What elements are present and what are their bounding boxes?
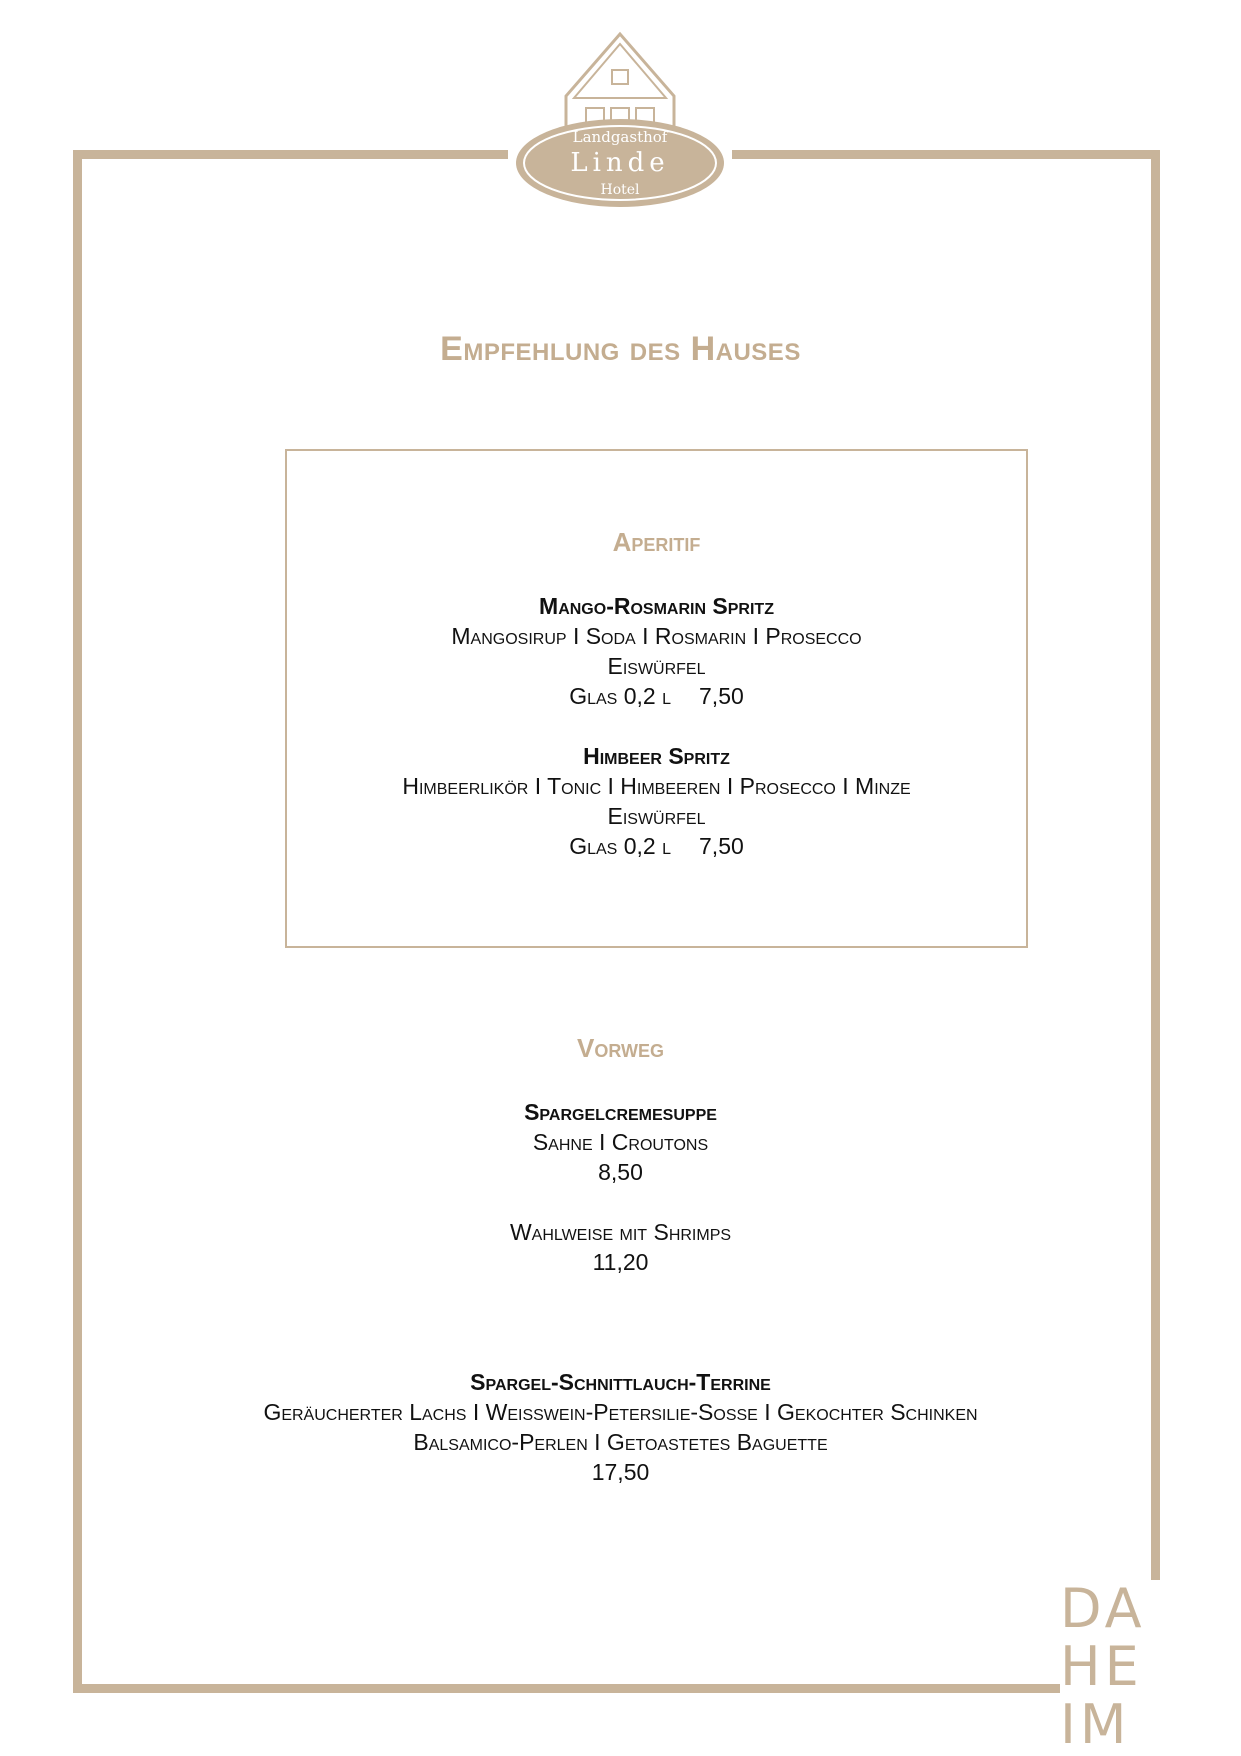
menu-item-mango-rosmarin-spritz <box>287 591 1026 711</box>
item-name: Mango-Rosmarin Spritz <box>539 593 774 619</box>
item-option: Wahlweise mit Shrimps <box>509 1219 732 1245</box>
item-price: 7,50 <box>699 833 744 859</box>
logo-text-linde: Linde <box>570 148 670 178</box>
item-ingredients-line1: Geräucherter Lachs I Weißwein-Petersilie-Soße I Gekochter Schinken <box>263 1399 978 1425</box>
page-title: Empfehlung des Hauses <box>440 330 801 368</box>
vorweg-section <box>0 1033 1241 1064</box>
aperitif-heading: Aperitif <box>612 527 701 557</box>
logo-text-hotel: Hotel <box>600 182 640 198</box>
menu-item-spargelcremesuppe <box>0 1097 1241 1277</box>
item-size-price <box>287 681 1026 711</box>
daheim-line1: DA <box>1060 1577 1146 1640</box>
item-size: Glas 0,2 l <box>569 683 672 709</box>
item-name: Himbeer Spritz <box>583 743 730 769</box>
item-name: Spargelcremesuppe <box>524 1099 717 1125</box>
item-ingredients-line2: Balsamico-Perlen I Getoastetes Baguette <box>413 1429 828 1455</box>
item-extra: Eiswürfel <box>607 803 706 829</box>
daheim-line3: IM <box>1060 1693 1131 1756</box>
item-price: 7,50 <box>699 683 744 709</box>
item-ingredients: Himbeerlikör I Tonic I Himbeeren I Prosecco I Minze <box>402 773 911 799</box>
item-ingredients: Mangosirup I Soda I Rosmarin I Prosecco <box>451 623 862 649</box>
daheim-line2: HE <box>1060 1635 1143 1698</box>
landgasthof-linde-logo <box>508 30 732 210</box>
item-ingredients: Sahne I Croutons <box>532 1129 709 1155</box>
item-price: 17,50 <box>591 1459 650 1485</box>
item-size: Glas 0,2 l <box>569 833 672 859</box>
menu-item-himbeer-spritz <box>287 741 1026 861</box>
aperitif-box <box>285 449 1028 948</box>
item-size-price <box>287 831 1026 861</box>
item-name: Spargel-Schnittlauch-Terrine <box>470 1369 771 1395</box>
item-option-price: 11,20 <box>592 1249 649 1275</box>
logo-text-landgasthof: Landgasthof <box>572 128 668 146</box>
menu-item-spargel-schnittlauch-terrine <box>0 1367 1241 1487</box>
item-extra: Eiswürfel <box>607 653 706 679</box>
daheim-wordmark <box>1060 1577 1160 1756</box>
item-price: 8,50 <box>598 1159 643 1185</box>
vorweg-heading: Vorweg <box>576 1033 664 1063</box>
